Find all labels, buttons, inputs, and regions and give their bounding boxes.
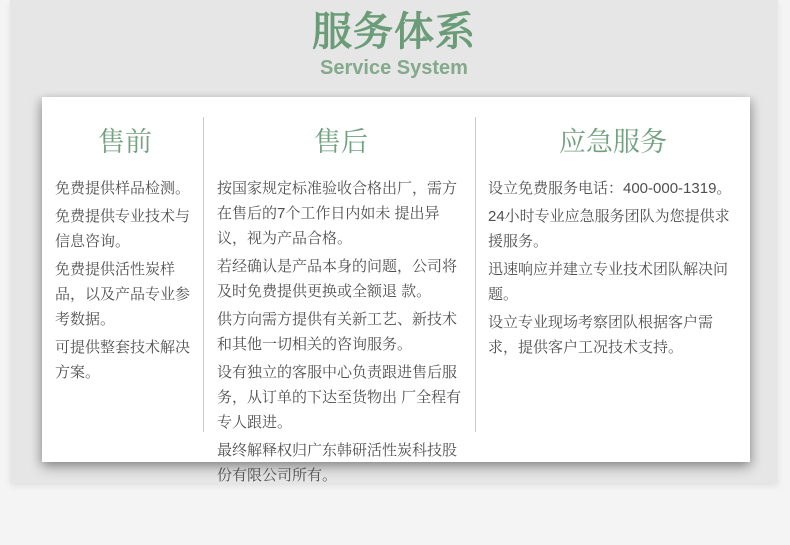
emergency-service-heading: 应急服务 — [559, 127, 667, 157]
page-subtitle: Service System — [320, 57, 468, 79]
pre-sales-heading: 售前 — [98, 127, 152, 157]
pre-sales-paragraph: 可提供整套技术解决方案。 — [55, 339, 191, 381]
emergency-service-paragraph: 设立专业现场考察团队根据客户需求，提供客户工况技术支持。 — [488, 314, 714, 356]
emergency-service-paragraph: 24小时专业应急服务团队为您提供求援服务。 — [488, 208, 730, 250]
after-sales-paragraph: 设有独立的客服中心负责跟进售后服务，从订单的下达至货物出 厂全程有专人跟进。 — [217, 364, 462, 431]
column-after-sales — [203, 97, 475, 484]
service-card — [42, 97, 750, 484]
page-title: 服务体系 — [312, 10, 476, 54]
after-sales-paragraph: 最终解释权归广东韩研活性炭科技股份有限公司所有。 — [217, 442, 458, 484]
after-sales-paragraph: 按国家规定标准验收合格出厂，需方在售后的7个工作日内如未 提出异议，视为产品合格。 — [217, 180, 458, 247]
emergency-service-paragraph: 迅速响应并建立专业技术团队解决问题。 — [488, 261, 729, 303]
emergency-service-paragraph: 设立免费服务电话：400-000-1319。 — [488, 180, 732, 197]
section-header — [10, 8, 778, 80]
column-divider-2 — [475, 117, 476, 432]
pre-sales-paragraph: 免费提供专业技术与信息咨询。 — [55, 208, 191, 250]
after-sales-heading: 售后 — [314, 127, 368, 157]
pre-sales-paragraph: 免费提供活性炭样品，以及产品专业参考数据。 — [55, 261, 191, 328]
after-sales-paragraph: 若经确认是产品本身的问题，公司将及时免费提供更换或全额退 款。 — [217, 258, 458, 300]
pre-sales-paragraph: 免费提供样品检测。 — [55, 180, 191, 197]
column-divider-1 — [203, 117, 204, 432]
after-sales-paragraph: 供方向需方提供有关新工艺、新技术和其他一切相关的咨询服务。 — [217, 311, 458, 353]
column-emergency-service — [475, 97, 750, 462]
column-pre-sales — [42, 97, 203, 462]
service-system-section — [10, 0, 778, 483]
